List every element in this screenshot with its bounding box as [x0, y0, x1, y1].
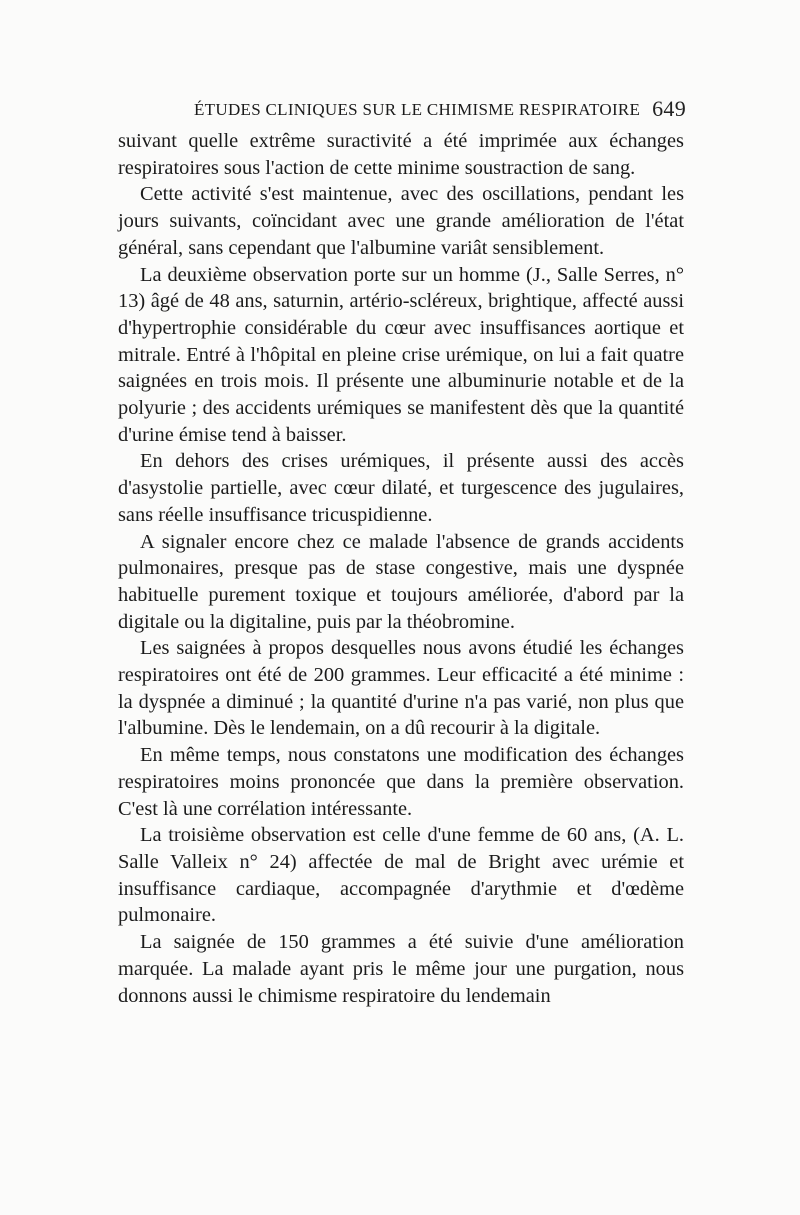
paragraph: En dehors des crises urémiques, il présente aussi des accès d'asystolie partielle, avec cœur dilaté, et turgescence des jugulaires, sans réelle insuffisance tricuspidienne.	[118, 450, 684, 526]
paragraph: En même temps, nous constatons une modification des échanges respiratoires moins prononcée que dans la première observation. C'est là une corrélation intéressante.	[118, 744, 684, 820]
page-number: 649	[652, 96, 686, 121]
paragraph: La deuxième observation porte sur un homme (J., Salle Serres, n° 13) âgé de 48 ans, saturnin, artério-scléreux, brightique, affecté aussi d'hypertrophie considérable du cœur avec insuffisances aortique et mitrale. Entré à l'hôpital en pleine crise urémique, on lui a fait quatre saignées en trois mois. Il présente une albuminurie notable et de la polyurie ; des accidents urémiques se manifestent dès que la quantité d'urine émise tend à baisser.	[118, 263, 684, 446]
paragraph: suivant quelle extrême suractivité a été imprimée aux échanges respiratoires sous l'action de cette minime soustraction de sang.	[118, 130, 684, 179]
running-title: ÉTUDES CLINIQUES SUR LE CHIMISME RESPIRATOIRE	[194, 100, 641, 119]
paragraph: A signaler encore chez ce malade l'absence de grands accidents pulmonaires, presque pas de stase congestive, mais une dyspnée habituelle purement toxique et toujours améliorée, d'abord par la digitale ou la digitaline, puis par la théobromine.	[118, 530, 684, 633]
running-head	[118, 96, 686, 124]
paragraph: La saignée de 150 grammes a été suivie d'une amélioration marquée. La malade ayant pris le même jour une purgation, nous donnons aussi le chimisme respiratoire du lendemain	[118, 931, 684, 1007]
body-text	[118, 128, 684, 1009]
paragraph: Cette activité s'est maintenue, avec des oscillations, pendant les jours suivants, coïncidant avec une grande amélioration de l'état général, sans cependant que l'albumine variât sensiblement.	[118, 183, 684, 259]
paragraph: La troisième observation est celle d'une femme de 60 ans, (A. L. Salle Valleix n° 24) affectée de mal de Bright avec urémie et insuffisance cardiaque, accompagnée d'arythmie et d'œdème pulmonaire.	[118, 824, 684, 927]
paragraph: Les saignées à propos desquelles nous avons étudié les échanges respiratoires ont été de 200 grammes. Leur efficacité a été minime : la dyspnée a diminué ; la quantité d'urine n'a pas varié, non plus que l'albumine. Dès le lendemain, on a dû recourir à la digitale.	[118, 637, 684, 740]
